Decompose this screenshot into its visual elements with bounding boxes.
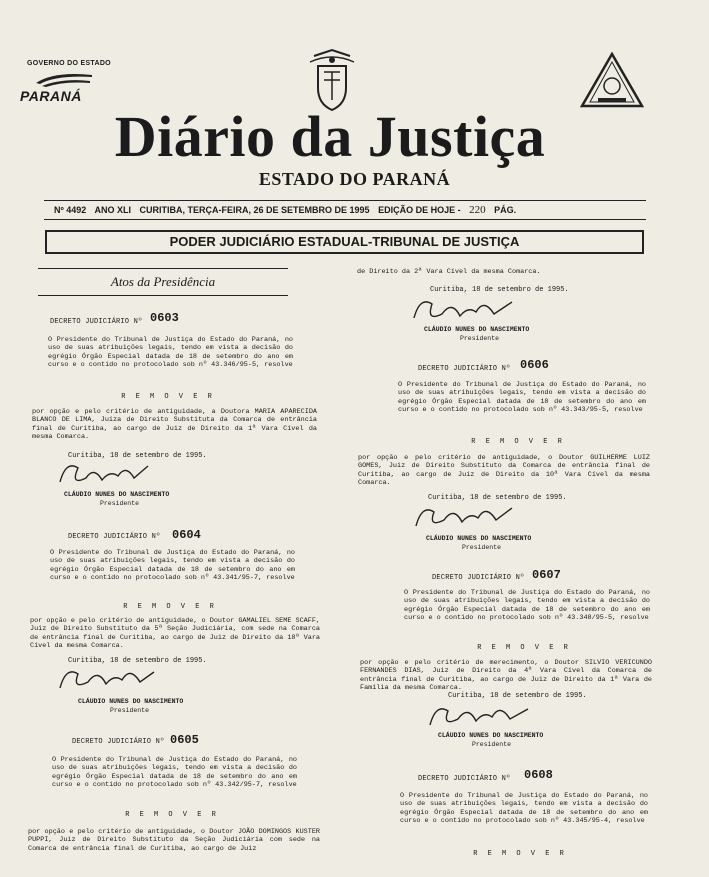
decree-intro: O Presidente do Tribunal de Justiça do Estado do Paraná, no uso de suas atribuições legais, tendo em vista a decisão do egrégio Órgão Especial datada de 18 de setembro do ano em curso e o contido no protocolado sob nº 43.348/95-5, resolve xyxy=(404,589,650,623)
remover-heading: R E M O V E R xyxy=(477,644,571,652)
newspaper-subtitle: ESTADO DO PARANÁ xyxy=(258,169,451,189)
newspaper-title: Diário da Justiça xyxy=(114,104,546,169)
remover-heading: R E M O V E R xyxy=(121,393,215,401)
decree-number: 0605 xyxy=(170,733,199,747)
section-title: Atos da Presidência xyxy=(38,268,288,296)
decree-intro: O Presidente do Tribunal de Justiça do Estado do Paraná, no uso de suas atribuições legais, tendo em vista a decisão do egrégio Órgão Especial datada de 18 de setembro do ano em curso e o contido no protocolado sob nº 43.342/95-7, resolve xyxy=(52,756,297,790)
signature-icon xyxy=(408,292,518,326)
governo-label: GOVERNO DO ESTADO xyxy=(27,60,111,67)
signer-name: CLÁUDIO NUNES DO NASCIMENTO xyxy=(426,535,532,542)
decree-date-line: Curitiba, 18 de setembro de 1995. xyxy=(428,494,567,502)
issue-year: ANO XLI xyxy=(94,205,131,215)
decree-body: por opção e pelo critério de antiguidade, o Doutor JOÃO DOMINGOS KUSTER PUPPI, Juiz de Direito Substituto da Seção Judiciária com sede na Comarca de entrância final de Curitiba, ao cargo de Juiz xyxy=(28,828,320,853)
decree-body: por opção e pelo critério de antiguidade, o Doutor GAMALIEL SEME SCAFF, Juiz de Direito Substituto da 5ª Seção Judiciária, com sede na Comarca de entrância final de Curitiba, ao cargo de Juiz de Direito da 18ª Vara Cível da mesma Comarca. xyxy=(30,617,320,651)
decree-body: por opção e pelo critério de antiguidade, o Doutor GUILHERME LUIZ GOMES, Juiz de Direito Substituto da Comarca de entrância final de Curitiba, ao cargo de Juiz de Direito da 10ª Vara Cível da mesma Comarca. xyxy=(358,454,650,488)
decree-number: 0606 xyxy=(520,358,549,372)
parana-wordmark: PARANÁ xyxy=(20,88,82,104)
issue-date: CURITIBA, TERÇA-FEIRA, 26 DE SETEMBRO DE 1995 xyxy=(139,205,370,215)
remover-heading: R E M O V E R xyxy=(471,438,565,446)
signer-title: Presidente xyxy=(472,741,512,748)
decree-label: DECRETO JUDICIÁRIO Nº xyxy=(418,365,511,373)
coat-of-arms-icon xyxy=(304,48,360,112)
decree-intro: O Presidente do Tribunal de Justiça do Estado do Paraná, no uso de suas atribuições legais, tendo em vista a decisão do egrégio Órgão Especial datada de 18 de setembro do ano em curso e o contido no protocolado sob nº 43.345/95-4, resolve xyxy=(400,792,648,826)
decree-label: DECRETO JUDICIÁRIO Nº xyxy=(50,318,143,326)
edition-label: EDIÇÃO DE HOJE - xyxy=(378,205,461,215)
decree-number: 0607 xyxy=(532,568,561,582)
decree-label: DECRETO JUDICIÁRIO Nº xyxy=(72,738,165,746)
decree-date-line: Curitiba, 18 de setembro de 1995. xyxy=(448,692,587,700)
signature-icon xyxy=(424,697,534,731)
decree-date-line: Curitiba, 18 de setembro de 1995. xyxy=(68,452,207,460)
decree-intro: O Presidente do Tribunal de Justiça do Estado do Paraná, no uso de suas atribuições legais, tendo em vista a decisão do egrégio Órgão Especial datada de 18 de setembro do ano em curso e o contido no protocolado sob nº 43.346/95-5, resolve xyxy=(48,336,293,370)
remover-heading: R E M O V E R xyxy=(473,850,567,858)
page-label: PÁG. xyxy=(494,205,517,215)
signer-name: CLÁUDIO NUNES DO NASCIMENTO xyxy=(438,732,544,739)
decree-number: 0608 xyxy=(524,768,553,782)
signer-name: CLÁUDIO NUNES DO NASCIMENTO xyxy=(424,326,530,333)
section-banner: PODER JUDICIÁRIO ESTADUAL-TRIBUNAL DE JUSTIÇA xyxy=(45,230,644,254)
decree-continuation: de Direito da 2ª Vara Cível da mesma Comarca. xyxy=(357,268,541,276)
signer-name: CLÁUDIO NUNES DO NASCIMENTO xyxy=(64,491,170,498)
decree-number: 0603 xyxy=(150,311,179,325)
signature-icon xyxy=(54,660,164,694)
signer-title: Presidente xyxy=(100,500,140,507)
seal-icon xyxy=(580,52,644,110)
issue-info-bar xyxy=(44,200,646,220)
parana-logo-icon xyxy=(34,69,94,87)
remover-heading: R E M O V E R xyxy=(123,603,217,611)
decree-intro: O Presidente do Tribunal de Justiça do Estado do Paraná, no uso de suas atribuições legais, tendo em vista a decisão do egrégio Órgão Especial datada de 18 de setembro do ano em curso e o contido no protocolado sob nº 43.341/95-7, resolve xyxy=(50,549,295,583)
page-count: 220 xyxy=(469,204,486,216)
decree-intro: O Presidente do Tribunal de Justiça do Estado do Paraná, no uso de suas atribuições legais, tendo em vista a decisão do egrégio Órgão Especial datada de 18 de setembro do ano em curso e o contido no protocolado sob nº 43.343/95-5, resolve xyxy=(398,381,646,415)
signature-icon xyxy=(52,456,162,490)
decree-number: 0604 xyxy=(172,528,201,542)
signer-title: Presidente xyxy=(110,707,150,714)
decree-date-line: Curitiba, 18 de setembro de 1995. xyxy=(68,657,207,665)
signer-title: Presidente xyxy=(462,544,502,551)
remover-heading: R E M O V E R xyxy=(125,811,219,819)
decree-label: DECRETO JUDICIÁRIO Nº xyxy=(418,775,511,783)
signature-icon xyxy=(410,498,520,532)
signer-name: CLÁUDIO NUNES DO NASCIMENTO xyxy=(78,698,184,705)
decree-date-line: Curitiba, 18 de setembro de 1995. xyxy=(430,286,569,294)
decree-label: DECRETO JUDICIÁRIO Nº xyxy=(68,533,161,541)
decree-body: por opção e pelo critério de antiguidade, a Doutora MARIA APARECIDA BLANCO DE LIMA, Juíza de Direito Substituta da Comarca de entrância final de Curitiba, ao cargo de Juiz de Direito da 1ª Vara Cível da mesma Comarca. xyxy=(32,408,317,442)
decree-label: DECRETO JUDICIÁRIO Nº xyxy=(432,574,525,582)
decree-body: por opção e pelo critério de merecimento, o Doutor SILVIO VERICUNDO FERNANDES DIAS, Juiz de Direito da 4ª Vara Cível da Comarca de entrância final de Curitiba, ao cargo de Juiz de Direito da 1ª Vara de Família da mesma Comarca. xyxy=(360,659,652,693)
issue-number: Nº 4492 xyxy=(54,205,87,215)
signer-title: Presidente xyxy=(460,335,500,342)
